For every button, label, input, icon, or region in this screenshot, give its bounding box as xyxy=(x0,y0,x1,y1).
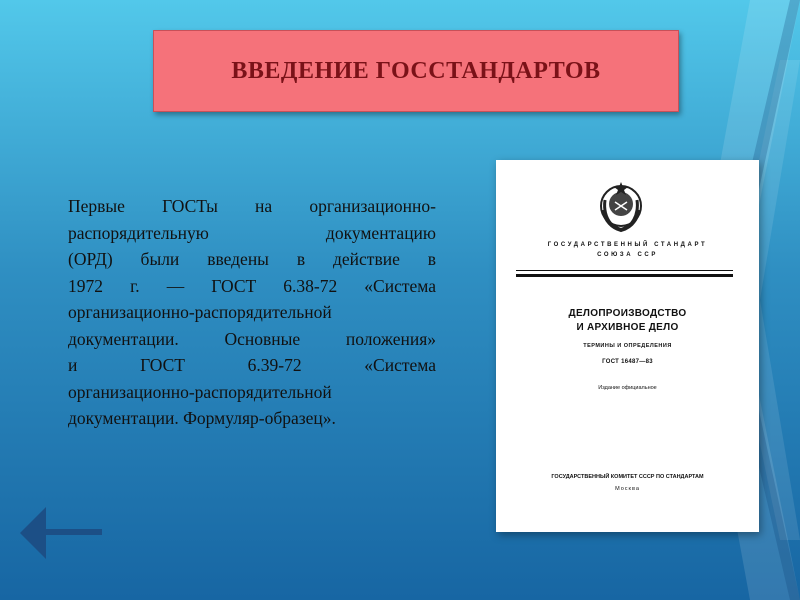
ussr-emblem-icon xyxy=(593,180,649,234)
document-city: Москва xyxy=(615,486,640,492)
left-arrow-icon[interactable] xyxy=(16,505,104,561)
document-title-line2: И АРХИВНОЕ ДЕЛО xyxy=(576,322,679,333)
body-line: 1972 г. — ГОСТ 6.38-72 «Система xyxy=(68,275,436,296)
body-line: документации. Основные положения» xyxy=(68,328,436,349)
document-header-line2: СОЮЗА ССР xyxy=(597,252,658,258)
body-line: (ОРД) были введены в действие в xyxy=(68,249,436,269)
slide-title-box xyxy=(153,30,679,112)
document-committee: ГОСУДАРСТВЕННЫЙ КОМИТЕТ СССР ПО СТАНДАРТАМ xyxy=(551,474,704,480)
document-rule xyxy=(516,274,733,277)
document-header-line1: ГОСУДАРСТВЕННЫЙ СТАНДАРТ xyxy=(547,242,708,248)
body-line: Первые ГОСТы на организационно- xyxy=(68,196,436,216)
body-line: и ГОСТ 6.39-72 «Система xyxy=(68,355,436,375)
document-standard-number: ГОСТ 16487—83 xyxy=(602,359,653,365)
document-title-line1: ДЕЛОПРОИЗВОДСТВО xyxy=(568,308,687,319)
document-edition: Издание официальное xyxy=(598,385,657,391)
body-line: документации. Формуляр-образец». xyxy=(68,408,336,428)
body-line: организационно-распорядительной xyxy=(68,302,332,322)
slide-title: ВВЕДЕНИЕ ГОССТАНДАРТОВ xyxy=(231,57,601,84)
document-rule xyxy=(516,270,733,271)
body-paragraph xyxy=(68,193,436,432)
document-cover-image xyxy=(496,160,759,532)
body-line: организационно-распорядительной xyxy=(68,381,332,402)
document-subtitle: ТЕРМИНЫ И ОПРЕДЕЛЕНИЯ xyxy=(583,343,672,349)
body-line: распорядительную документацию xyxy=(68,222,436,243)
